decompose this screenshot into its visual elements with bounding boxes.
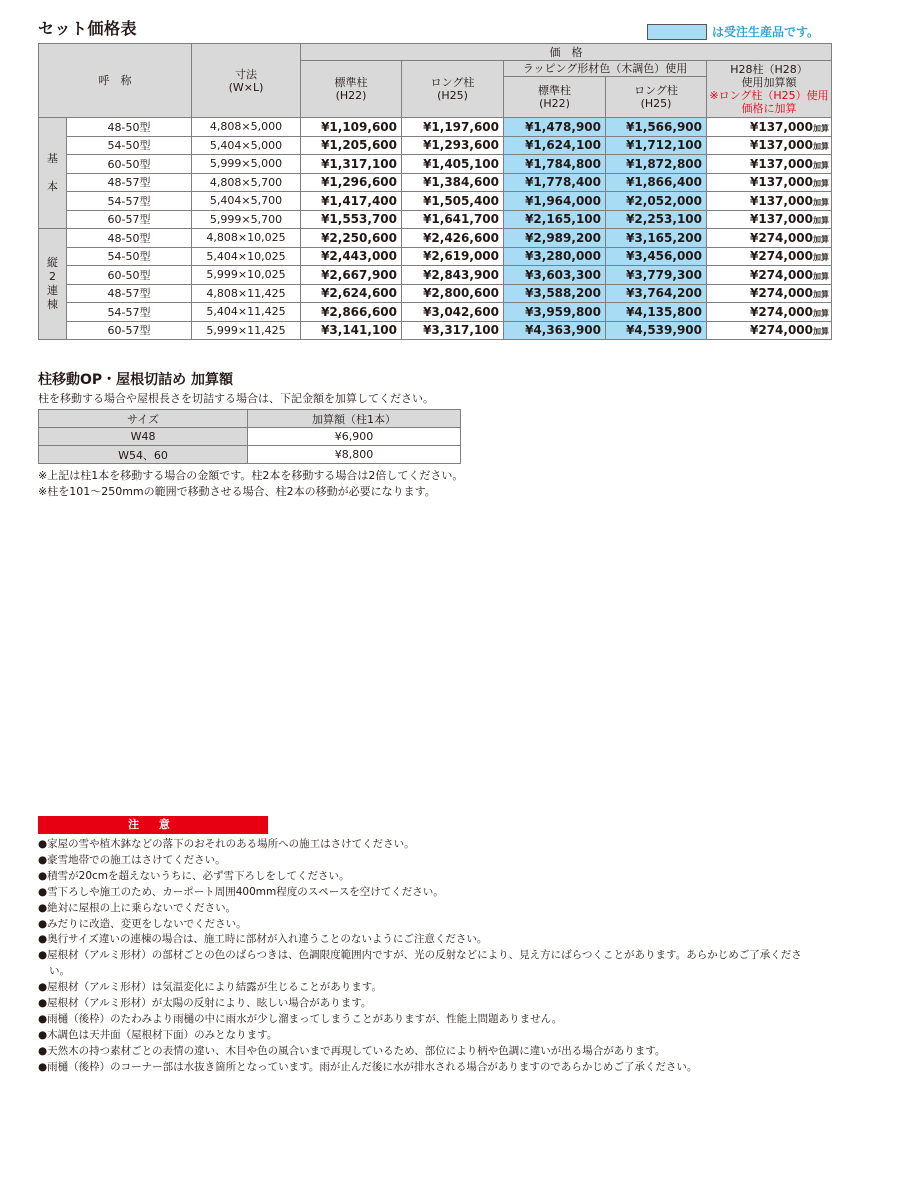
size-value: 4,808×5,000 xyxy=(192,118,301,137)
h28-suffix: 加算 xyxy=(813,160,830,170)
size-value: 5,404×10,025 xyxy=(192,247,301,266)
price-long: ¥2,619,000 xyxy=(402,247,504,266)
h28-suffix: 加算 xyxy=(813,123,830,133)
price-std: ¥3,141,100 xyxy=(301,321,402,340)
size-value: 5,999×11,425 xyxy=(192,321,301,340)
price-long: ¥1,197,600 xyxy=(402,118,504,137)
table-row xyxy=(39,210,832,229)
price-table-body xyxy=(39,118,832,340)
price-wrap-std: ¥1,964,000 xyxy=(504,192,606,211)
price-wrap-std: ¥2,989,200 xyxy=(504,229,606,248)
price-h28-add xyxy=(707,192,832,211)
size-value: 5,404×11,425 xyxy=(192,303,301,322)
option-section-description: 柱を移動する場合や屋根長さを切詰する場合は、下記金額を加算してください。 xyxy=(38,392,434,405)
price-h28-add xyxy=(707,303,832,322)
price-long: ¥1,293,600 xyxy=(402,136,504,155)
price-h28-add xyxy=(707,118,832,137)
h28-amount: ¥137,000 xyxy=(750,193,814,208)
caution-item: ●家屋の雪や植木鉢などの落下のおそれのある場所への施工はさけてください。 xyxy=(38,838,415,850)
adj-amount: ¥6,900 xyxy=(248,428,461,446)
price-long: ¥1,405,100 xyxy=(402,155,504,174)
price-h28-add xyxy=(707,266,832,285)
size-value: 5,404×5,000 xyxy=(192,136,301,155)
price-std: ¥2,624,600 xyxy=(301,284,402,303)
price-long: ¥1,641,700 xyxy=(402,210,504,229)
header-size-unit: (W×L) xyxy=(228,80,264,94)
price-h28-add xyxy=(707,155,832,174)
header-h28-note1: ※ロング柱（H25）使用 xyxy=(709,89,829,102)
model-name: 54-50型 xyxy=(67,247,192,266)
model-name: 60-57型 xyxy=(67,321,192,340)
price-std: ¥2,443,000 xyxy=(301,247,402,266)
model-name: 60-57型 xyxy=(67,210,192,229)
h28-suffix: 加算 xyxy=(813,216,830,226)
table-row xyxy=(39,155,832,174)
legend-swatch xyxy=(647,24,707,40)
caution-item: ●絶対に屋根の上に乗らないでください。 xyxy=(38,901,237,914)
price-wrap-long: ¥1,872,800 xyxy=(606,155,707,174)
legend-text: は受注生産品です。 xyxy=(712,25,820,39)
price-std: ¥1,205,600 xyxy=(301,136,402,155)
size-value: 4,808×11,425 xyxy=(192,284,301,303)
caution-item: ●積雪が20cmを超えないうちに、必ず雪下ろしをしてください。 xyxy=(38,869,350,882)
header-wrap-std xyxy=(504,77,606,118)
h28-amount: ¥274,000 xyxy=(750,304,814,319)
caution-item: ●雨樋（後枠）のコーナー部は水抜き箇所となっています。雨が止んだ後に水が排水される場合がありますのであらかじめご了承ください。 xyxy=(38,1060,698,1073)
price-wrap-long: ¥3,779,300 xyxy=(606,266,707,285)
header-h28-label: H28柱（H28） xyxy=(730,63,808,76)
caution-item: ●みだりに改造、変更をしないでください。 xyxy=(38,917,247,930)
header-wrap-std-h: (H22) xyxy=(539,97,570,110)
table-row xyxy=(39,284,832,303)
table-row xyxy=(39,321,832,340)
price-wrap-std: ¥2,165,100 xyxy=(504,210,606,229)
model-name: 48-57型 xyxy=(67,284,192,303)
adj-amount: ¥8,800 xyxy=(248,446,461,464)
group-label: 縦 2 連 棟 xyxy=(39,229,67,340)
caution-item: ●屋根材（アルミ形材）は気温変化により結露が生じることがあります。 xyxy=(38,981,382,994)
price-std: ¥1,317,100 xyxy=(301,155,402,174)
header-long-h: (H25) xyxy=(437,89,468,102)
price-std: ¥1,296,600 xyxy=(301,173,402,192)
size-value: 5,999×5,000 xyxy=(192,155,301,174)
price-h28-add xyxy=(707,173,832,192)
header-std-label: 標準柱 xyxy=(334,76,368,89)
price-std: ¥2,866,600 xyxy=(301,303,402,322)
price-long: ¥2,800,600 xyxy=(402,284,504,303)
table-row xyxy=(39,266,832,285)
price-std: ¥2,250,600 xyxy=(301,229,402,248)
caution-item: ●奥行サイズ違いの連棟の場合は、施工時に部材が入れ違うことのないようにご注意ください。 xyxy=(38,933,488,946)
price-wrap-std: ¥3,588,200 xyxy=(504,284,606,303)
price-long: ¥2,426,600 xyxy=(402,229,504,248)
h28-suffix: 加算 xyxy=(813,253,830,263)
price-std: ¥1,553,700 xyxy=(301,210,402,229)
adj-header-amount: 加算額（柱1本） xyxy=(248,410,461,428)
h28-amount: ¥274,000 xyxy=(750,323,814,338)
header-wrap: ラッピング形材色（木調色）使用 xyxy=(504,61,707,77)
h28-amount: ¥137,000 xyxy=(750,119,814,134)
adj-size: W54、60 xyxy=(39,446,248,464)
model-name: 54-50型 xyxy=(67,136,192,155)
option-section-title: 柱移動OP・屋根切詰め 加算額 xyxy=(38,372,234,388)
price-table xyxy=(38,43,832,340)
header-wrap-std-label: 標準柱 xyxy=(538,84,571,97)
price-wrap-long: ¥3,764,200 xyxy=(606,284,707,303)
caution-item: ●雪下ろしや施工のため、カーポート周囲400mm程度のスペースを空けてください。 xyxy=(38,885,444,898)
table-row xyxy=(39,136,832,155)
h28-amount: ¥137,000 xyxy=(750,138,814,153)
legend xyxy=(647,23,819,40)
h28-suffix: 加算 xyxy=(813,142,830,152)
size-value: 4,808×5,700 xyxy=(192,173,301,192)
h28-amount: ¥274,000 xyxy=(750,249,814,264)
price-wrap-std: ¥4,363,900 xyxy=(504,321,606,340)
table-row xyxy=(39,247,832,266)
header-name: 呼 称 xyxy=(39,44,192,118)
h28-amount: ¥274,000 xyxy=(750,230,814,245)
caution-header: 注 意 xyxy=(38,816,268,834)
table-row xyxy=(39,428,461,446)
price-wrap-long: ¥4,539,900 xyxy=(606,321,707,340)
price-long: ¥1,384,600 xyxy=(402,173,504,192)
adjustment-table xyxy=(38,409,461,464)
header-long xyxy=(402,61,504,118)
model-name: 54-57型 xyxy=(67,192,192,211)
price-wrap-long: ¥2,253,100 xyxy=(606,210,707,229)
size-value: 5,404×5,700 xyxy=(192,192,301,211)
price-wrap-std: ¥3,280,000 xyxy=(504,247,606,266)
option-note: ※柱を101～250mmの範囲で移動させる場合、柱2本の移動が必要になります。 xyxy=(38,485,436,498)
price-h28-add xyxy=(707,229,832,248)
header-h28-add: 使用加算額 xyxy=(741,76,797,89)
h28-suffix: 加算 xyxy=(813,234,830,244)
header-h28 xyxy=(707,61,832,118)
h28-suffix: 加算 xyxy=(813,271,830,281)
price-h28-add xyxy=(707,321,832,340)
h28-amount: ¥137,000 xyxy=(750,156,814,171)
price-long: ¥2,843,900 xyxy=(402,266,504,285)
h28-amount: ¥274,000 xyxy=(750,267,814,282)
table-row xyxy=(39,446,461,464)
price-wrap-long: ¥3,165,200 xyxy=(606,229,707,248)
price-std: ¥1,109,600 xyxy=(301,118,402,137)
model-name: 48-50型 xyxy=(67,118,192,137)
price-wrap-long: ¥1,712,100 xyxy=(606,136,707,155)
price-h28-add xyxy=(707,210,832,229)
caution-list xyxy=(38,837,818,1076)
price-wrap-long: ¥2,052,000 xyxy=(606,192,707,211)
table-row xyxy=(39,192,832,211)
model-name: 54-57型 xyxy=(67,303,192,322)
model-name: 48-50型 xyxy=(67,229,192,248)
header-wrap-long xyxy=(606,77,707,118)
table-row xyxy=(39,303,832,322)
h28-suffix: 加算 xyxy=(813,308,830,318)
header-wrap-long-label: ロング柱 xyxy=(634,84,678,97)
group-label: 基 本 xyxy=(39,118,67,229)
price-wrap-long: ¥3,456,000 xyxy=(606,247,707,266)
size-value: 5,999×5,700 xyxy=(192,210,301,229)
caution-item: ●屋根材（アルミ形材）の部材ごとの色のばらつきは、色調限度範囲内ですが、光の反射などにより、見え方にばらつくことがあります。あらかじめご了承ください。 xyxy=(38,949,802,978)
price-wrap-std: ¥1,778,400 xyxy=(504,173,606,192)
h28-suffix: 加算 xyxy=(813,179,830,189)
price-wrap-std: ¥3,959,800 xyxy=(504,303,606,322)
option-note: ※上記は柱1本を移動する場合の金額です。柱2本を移動する場合は2倍してください。 xyxy=(38,469,464,482)
adj-size: W48 xyxy=(39,428,248,446)
header-std-h: (H22) xyxy=(335,89,367,102)
caution-item: ●屋根材（アルミ形材）が太陽の反射により、眩しい場合があります。 xyxy=(38,997,372,1010)
table-row xyxy=(39,229,832,248)
price-wrap-std: ¥3,603,300 xyxy=(504,266,606,285)
size-value: 5,999×10,025 xyxy=(192,266,301,285)
price-std: ¥1,417,400 xyxy=(301,192,402,211)
price-wrap-long: ¥4,135,800 xyxy=(606,303,707,322)
header-size-label: 寸法 xyxy=(235,67,257,81)
price-long: ¥1,505,400 xyxy=(402,192,504,211)
price-wrap-std: ¥1,624,100 xyxy=(504,136,606,155)
price-h28-add xyxy=(707,284,832,303)
header-price: 価 格 xyxy=(301,44,832,61)
h28-suffix: 加算 xyxy=(813,197,830,207)
table-row xyxy=(39,173,832,192)
model-name: 60-50型 xyxy=(67,266,192,285)
caution-item: ●雨樋（後枠）のたわみより雨樋の中に雨水が少し溜まってしまうことがありますが、性能上問題ありません。 xyxy=(38,1012,563,1025)
price-h28-add xyxy=(707,136,832,155)
caution-item: ●木調色は天井面（屋根材下面）のみとなります。 xyxy=(38,1028,278,1041)
h28-amount: ¥137,000 xyxy=(750,212,814,227)
header-size xyxy=(192,44,301,118)
header-wrap-long-h: (H25) xyxy=(640,97,672,110)
price-h28-add xyxy=(707,247,832,266)
adj-header-size: サイズ xyxy=(39,410,248,428)
price-long: ¥3,042,600 xyxy=(402,303,504,322)
price-std: ¥2,667,900 xyxy=(301,266,402,285)
model-name: 48-57型 xyxy=(67,173,192,192)
price-wrap-long: ¥1,866,400 xyxy=(606,173,707,192)
header-h28-note2: 価格に加算 xyxy=(741,102,797,115)
page-title: セット価格表 xyxy=(38,19,138,38)
h28-suffix: 加算 xyxy=(813,290,830,300)
header-std xyxy=(301,61,402,118)
size-value: 4,808×10,025 xyxy=(192,229,301,248)
table-row xyxy=(39,118,832,137)
h28-suffix: 加算 xyxy=(813,327,830,337)
caution-item: ●豪雪地帯での施工はさけてください。 xyxy=(38,853,226,866)
caution-item: ●天然木の持つ素材ごとの表情の違い、木目や色の風合いまで再現しているため、部位により柄や色調に違いが出る場合があります。 xyxy=(38,1044,666,1057)
price-wrap-long: ¥1,566,900 xyxy=(606,118,707,137)
h28-amount: ¥274,000 xyxy=(750,286,814,301)
h28-amount: ¥137,000 xyxy=(750,175,814,190)
price-wrap-std: ¥1,478,900 xyxy=(504,118,606,137)
price-long: ¥3,317,100 xyxy=(402,321,504,340)
header-long-label: ロング柱 xyxy=(430,76,475,89)
price-wrap-std: ¥1,784,800 xyxy=(504,155,606,174)
model-name: 60-50型 xyxy=(67,155,192,174)
